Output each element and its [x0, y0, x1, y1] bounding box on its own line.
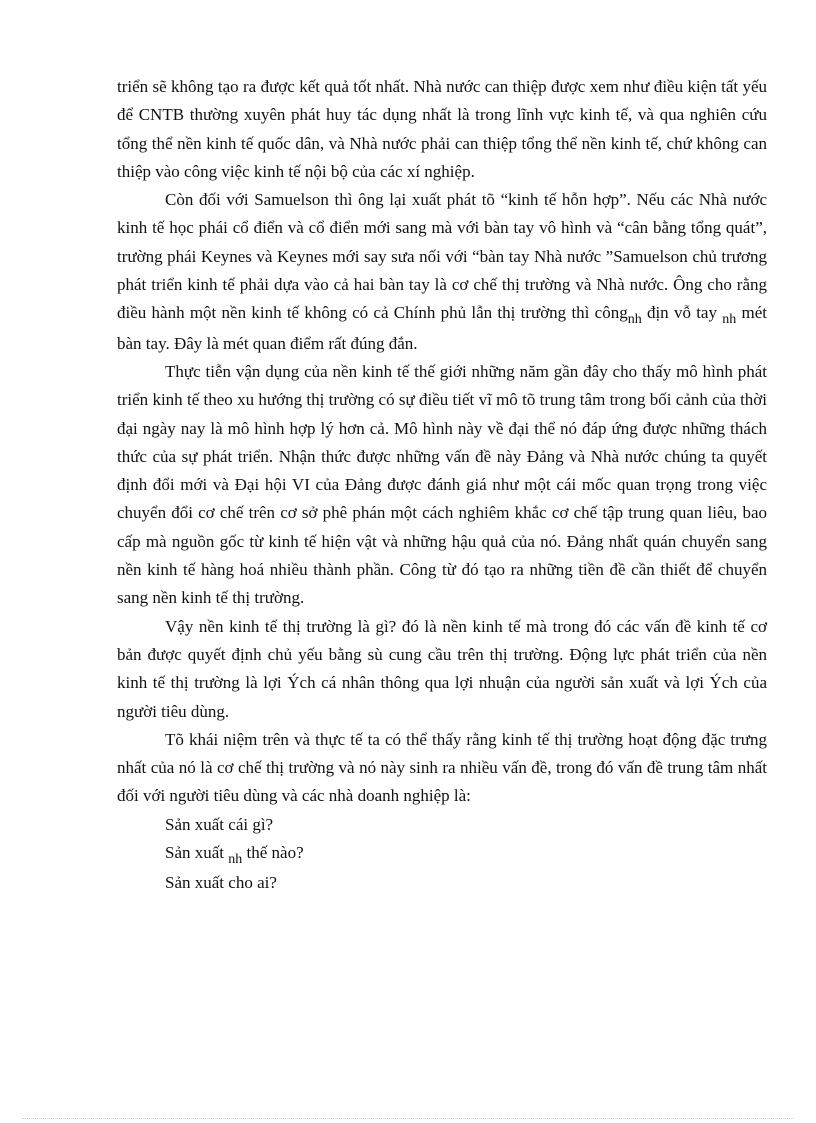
question-list [117, 811, 767, 898]
paragraph-3: Thực tiễn vận dụng của nền kinh tế thế giới những năm gần đây cho thấy mô hình phát triển kinh tế theo xu hướng thị trường có sự điều tiết vĩ mô tõ trung tâm trong bối cảnh của thời đại ngày nay là mô hình hợp lý hơn cả. Mô hình này về đại thể nó đáp ứng được những thách thức của sự phát triển. Nhận thức được những vấn đề này Đảng và Nhà nước chúng ta quyết định đổi mới và Đại hội VI của Đảng được đánh giá như một cái mốc quan trọng trong việc chuyển đổi cơ chế trên cơ sở phê phán một cách nghiêm khắc cơ chế tập trung quan liêu, bao cấp mà nguồn gốc từ kinh tế hiện vật và những hậu quả của nó. Đảng nhất quán chuyển sang nền kinh tế hàng hoá nhiều thành phần. Công từ đó tạo ra những tiền đề cần thiết để chuyển sang nền kinh tế thị trường. [117, 361, 767, 608]
subscript-fragment: nh [228, 852, 243, 868]
subscript-fragment: nh [627, 312, 642, 328]
paragraph-2-text: Còn đối với Samuelson thì ông lại xuất phát tõ “kinh tế hỗn hợp”. Nếu các Nhà nước kinh tế học phái cổ điển và cổ điển mới sang mà với bàn tay vô hình và “cân bằng tổng quát”, trường phái Keynes và Keynes mới say sưa nối với “bàn tay Nhà nước ”Samuelson chủ trương phát triển kinh tế phải dựa vào cả hai bàn tay là cơ chế thị trường và Nhà nước. Ông cho rằng điều hành một nền kinh tế không có cả Chính phủ lẫn thị trường thì công [117, 190, 767, 323]
paragraph-5: Tõ khái niệm trên và thực tế ta có thể thấy rằng kinh tế thị trường hoạt động đặc trưng nhất của nó là cơ chế thị trường và nó này sinh ra nhiều vấn đề, trong đó vấn đề trung tâm nhất đối với người tiêu dùng và các nhà doanh nghiệp là: [117, 729, 767, 806]
document-page [117, 73, 767, 898]
paragraph-2-mid: địn vỗ tay [641, 303, 717, 323]
paragraph-1: triển sẽ không tạo ra được kết quả tốt nhất. Nhà nước can thiệp được xem như điều kiện tất yếu để CNTB thường xuyên phát huy tác dụng nhất là trong lĩnh vực kinh tế, và qua nghiên cứu tổng thể nền kinh tế quốc dân, và Nhà nước phải can thiệp tổng thể nền kinh tế, chứ không can thiệp vào công việc kinh tế nội bộ của các xí nghiệp. [117, 77, 767, 181]
paragraph-4: Vậy nền kinh tế thị trường là gì? đó là nền kinh tế mà trong đó các vấn đề kinh tế cơ bản được quyết định chủ yếu bằng sù cung cầu trên thị trường. Động lực phát triển của nền kinh tế thị trường là lợi Ých cá nhân thông qua lợi nhuận của người sản xuất và lợi Ých của người tiêu dùng. [117, 616, 767, 721]
question-2-start: Sản xuất [165, 843, 225, 863]
question-2-end: thế nào? [242, 843, 304, 863]
paragraph-2 [117, 186, 767, 358]
page-bottom-rule [22, 1118, 794, 1119]
question-item [165, 839, 767, 869]
paragraph-2-end: mét bàn tay. Đây là mét quan điểm rất đúng đắn. [117, 303, 768, 353]
question-item: Sản xuất cho ai? [165, 873, 277, 893]
subscript-fragment: nh [722, 312, 737, 328]
question-item: Sản xuất cái gì? [165, 814, 274, 834]
